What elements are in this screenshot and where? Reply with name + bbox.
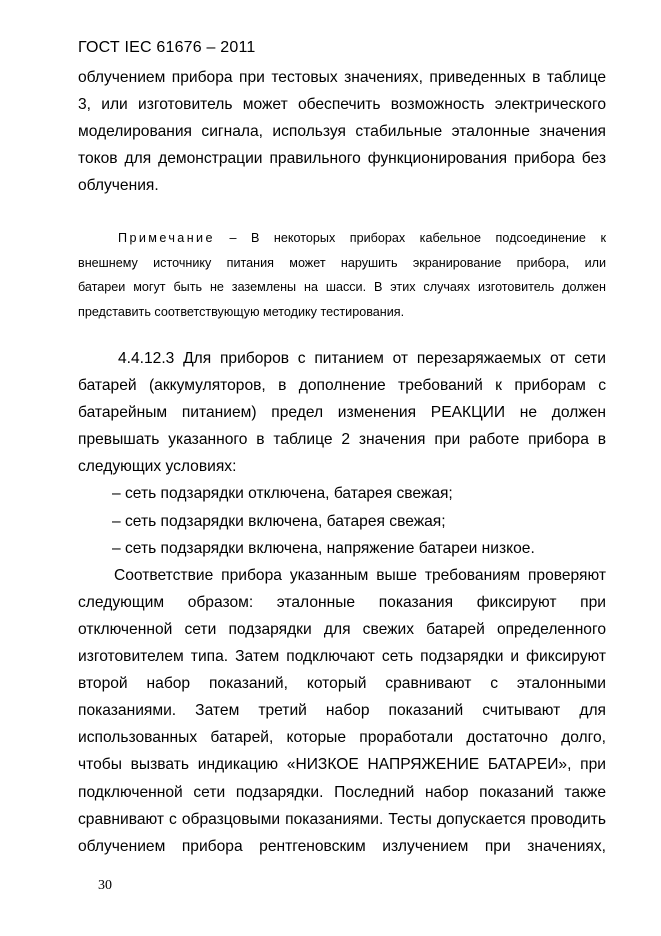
text-line: 3, или изготовитель может обеспечить возможность электрического xyxy=(78,96,606,114)
text-line: Соответствие прибора указанным выше требованиям проверяют xyxy=(114,566,606,584)
text-line: батарейным питанием) предел изменения РЕАКЦИИ не должен xyxy=(78,404,606,422)
note-line: представить соответствующую методику тестирования. xyxy=(78,304,405,319)
text-line: чтобы вызвать индикацию «НИЗКОЕ НАПРЯЖЕНИЕ БАТАРЕИ», при xyxy=(78,756,606,774)
text-line: батарей (аккумуляторов, в дополнение требований к приборам с xyxy=(78,377,606,395)
note-block xyxy=(78,226,606,324)
note-label: Примечание xyxy=(118,231,215,245)
condition-item: – сеть подзарядки отключена, батарея свежая; xyxy=(112,485,453,503)
text-line: изготовителем типа. Затем подключают сеть подзарядки и фиксируют xyxy=(78,648,606,666)
condition-item: – сеть подзарядки включена, напряжение батареи низкое. xyxy=(112,539,535,557)
condition-item: – сеть подзарядки включена, батарея свежая; xyxy=(112,512,446,530)
note-line xyxy=(78,226,606,251)
document-header: ГОСТ IEC 61676 – 2011 xyxy=(78,39,256,56)
text-line: второй набор показаний, который сравнивают с эталонными xyxy=(78,675,606,693)
text-line: подключенной сети подзарядки. Последний набор показаний также xyxy=(78,783,606,801)
paragraph-continuation xyxy=(78,64,606,199)
section-4-4-12-3 xyxy=(78,345,606,860)
text-line: отключенной сети подзарядки для свежих батарей определенного xyxy=(78,620,606,638)
text-line: превышать указанного в таблице 2 значения при работе прибора в xyxy=(78,431,606,449)
text-line: сравнивают с образцовыми показаниями. Тесты допускается проводить xyxy=(78,810,606,828)
text-line: моделирования сигнала, используя стабильные эталонные значения xyxy=(78,123,606,141)
text-line: облучением прибора рентгеновским излучением при значениях, xyxy=(78,837,606,855)
note-line: внешнему источнику питания может нарушить экранирование прибора, или xyxy=(78,255,606,270)
text-line: следующим образом: эталонные показания фиксируют при xyxy=(78,593,606,611)
note-text: – В некоторых приборах кабельное подсоединение к xyxy=(214,231,606,245)
text-line: облучения. xyxy=(78,177,159,195)
note-line: батареи могут быть не заземлены на шасси. В этих случаях изготовитель должен xyxy=(78,280,606,295)
text-line: показаниями. Затем третий набор показаний считывают для xyxy=(78,702,606,720)
text-line: использованных батарей, которые проработали достаточно долго, xyxy=(78,729,606,747)
text-line: 4.4.12.3 Для приборов с питанием от перезаряжаемых от сети xyxy=(118,350,606,367)
text-line: токов для демонстрации правильного функционирования прибора без xyxy=(78,150,606,168)
text-line: следующих условиях: xyxy=(78,458,237,476)
page-number: 30 xyxy=(98,878,112,893)
text-line: облучением прибора при тестовых значениях, приведенных в таблице xyxy=(78,69,606,86)
